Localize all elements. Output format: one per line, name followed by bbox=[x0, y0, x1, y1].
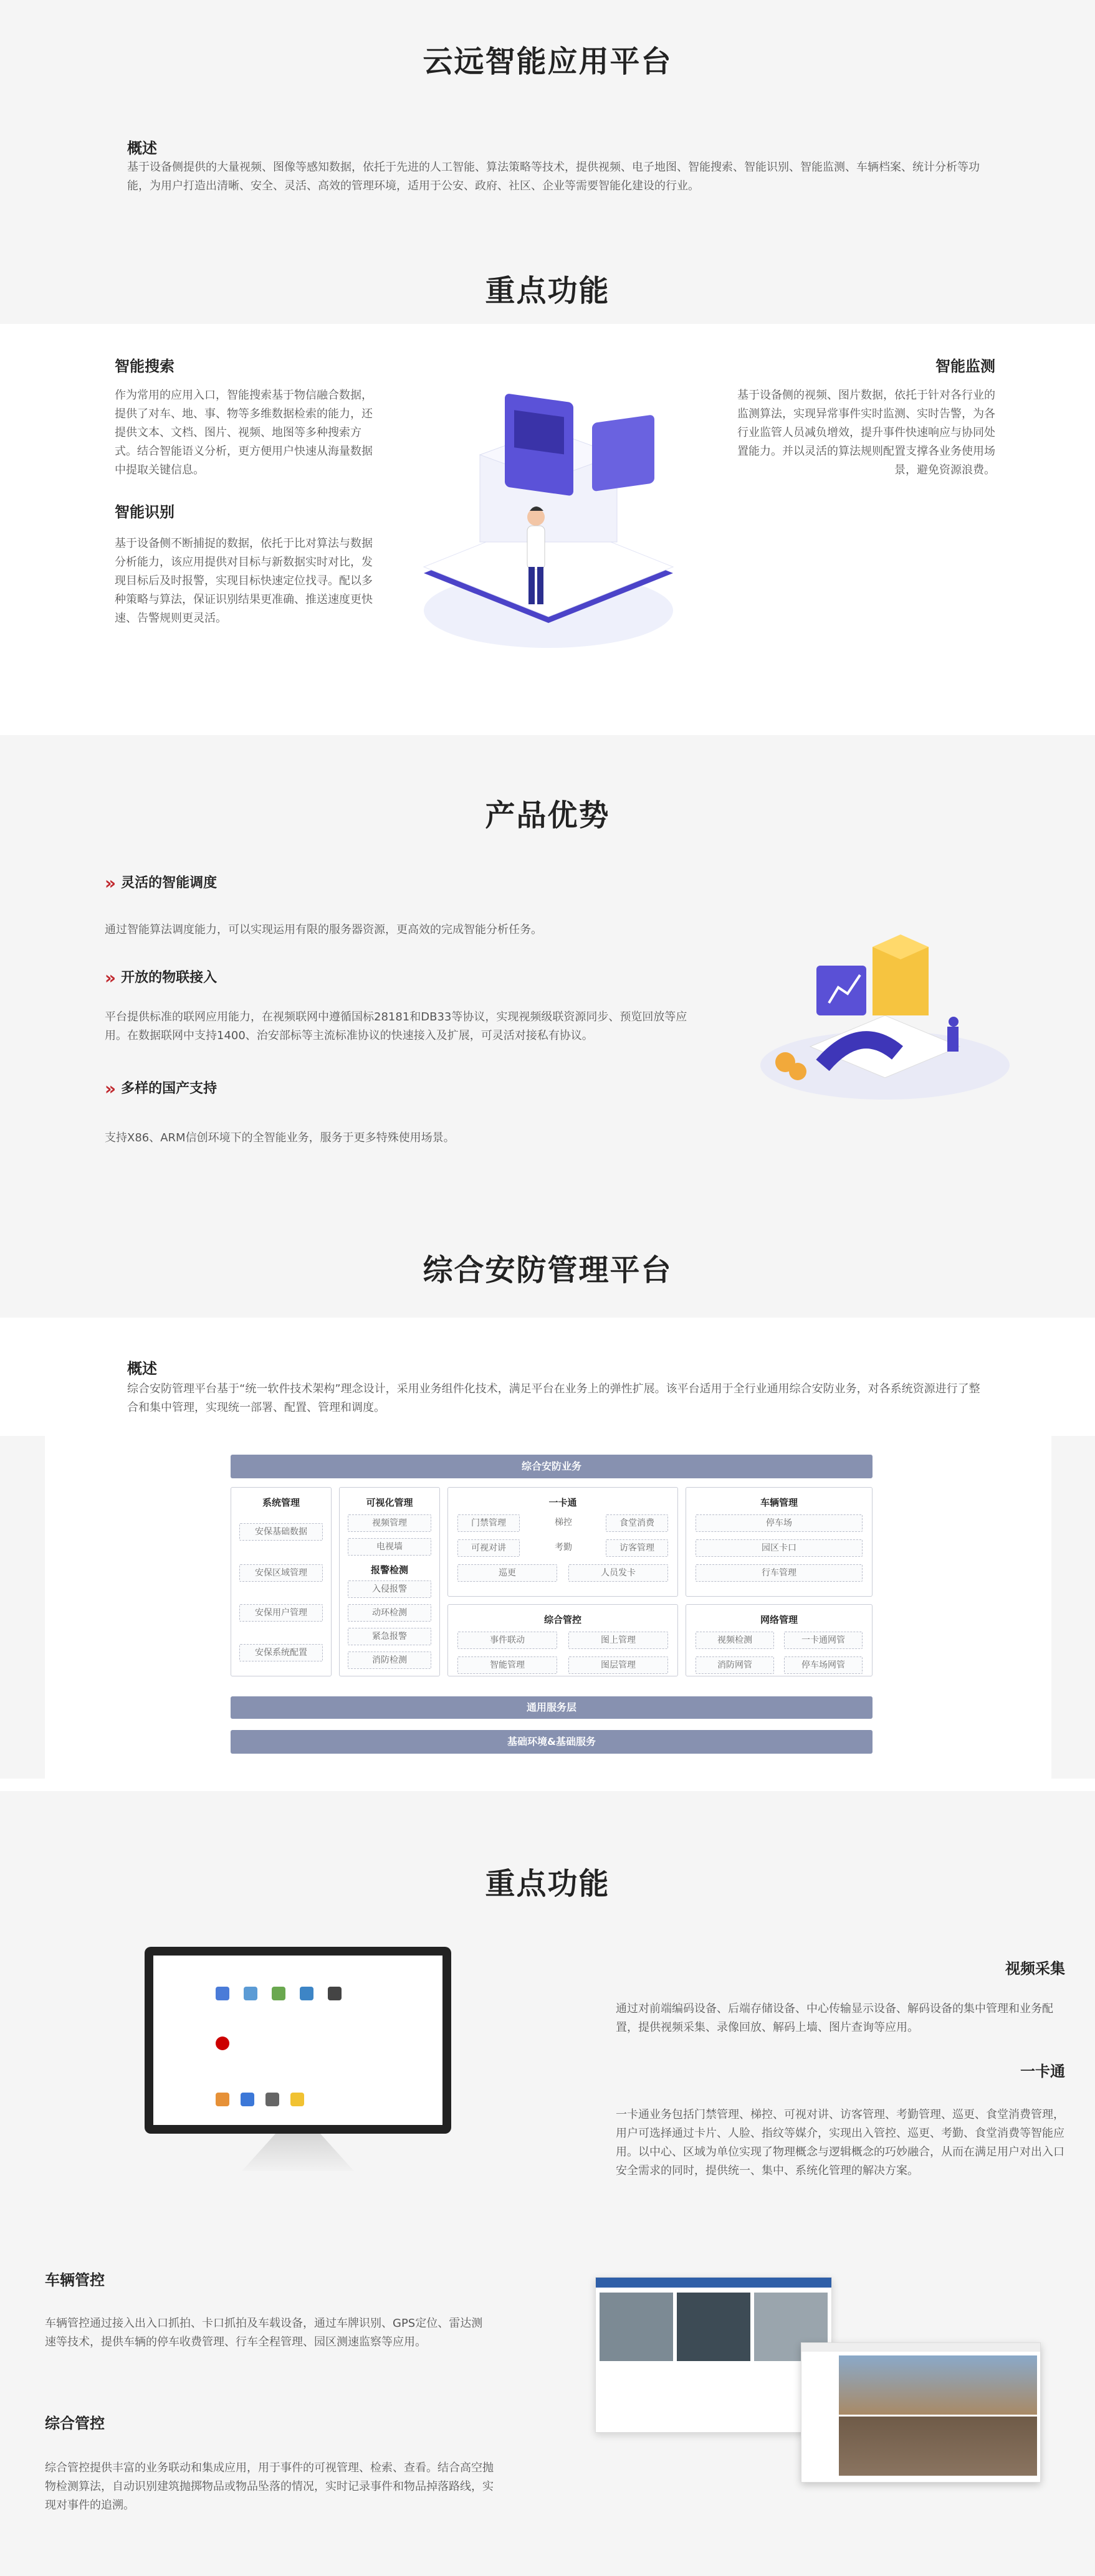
camera-feed bbox=[839, 2417, 1037, 2476]
key-functions-section bbox=[0, 324, 1095, 735]
control-screenshot bbox=[801, 2342, 1041, 2483]
app-icon bbox=[216, 1987, 229, 2000]
vehicle-screenshot bbox=[595, 2277, 832, 2433]
alarm-item: 入侵报警 bbox=[348, 1580, 431, 1598]
advantage-3-label: 多样的国产支持 bbox=[121, 1081, 218, 1096]
vehicle-control-text: 车辆管控通过接入出入口抓拍、卡口抓拍及车载设备，通过车牌识别、GPS定位、雷达测速等技术，提供车辆的停车收费管理、行车全程管理、园区测速监察等应用。 bbox=[45, 2317, 483, 2349]
control-item: 智能管理 bbox=[457, 1656, 557, 1674]
app-icon bbox=[290, 2093, 304, 2106]
integrated-control-text: 综合管控提供丰富的业务联动和集成应用，用于事件的可视管理、检索、查看。结合高空抛物检测算法，自动识别建筑抛掷物品或物品坠落的情况，实时记录事件和物品掉落路线，实现对事件的追溯。 bbox=[45, 2461, 494, 2512]
vehicle-item: 行车管理 bbox=[696, 1564, 863, 1582]
vehicle-title: 车辆管理 bbox=[760, 1497, 798, 1508]
app-icon bbox=[265, 2093, 279, 2106]
advantage-2-heading bbox=[105, 967, 217, 988]
monitor-display bbox=[153, 1956, 442, 2125]
advantage-2-label: 开放的物联接入 bbox=[121, 970, 218, 986]
sys-mgmt-item: 安保区域管理 bbox=[239, 1564, 323, 1582]
advantage-2-text: 平台提供标准的联网应用能力，在视频联网中遵循国标28181和DB33等协议，实现视频级联资源同步、预览回放等应用。在数据联网中支持1400、治安部标等主流标准协议的快速接入及扩展，可灵活对接私有协议。 bbox=[105, 1010, 687, 1042]
smart-monitor-heading: 智能监测 bbox=[935, 358, 995, 375]
camera-feed bbox=[839, 2355, 1037, 2415]
key-functions2-section bbox=[0, 1791, 1095, 2576]
camera-feed bbox=[600, 2293, 673, 2361]
alarm-item: 紧急报警 bbox=[348, 1628, 431, 1645]
double-chevron-icon: » bbox=[105, 873, 117, 893]
security-overview-heading: 概述 bbox=[127, 1360, 157, 1377]
platform-overview-text: 基于设备侧提供的大量视频、图像等感知数据，依托于先进的人工智能、算法策略等技术，提供视频、电子地图、智能搜索、智能识别、智能监测、车辆档案、统计分析等功能，为用户打造出清晰、安全、灵活、高效的管理环境，适用于公安、政府、社区、企业等需要智能化建设的行业。 bbox=[127, 161, 980, 192]
network-item: 消防网管 bbox=[696, 1656, 774, 1674]
diagram-top-bar: 综合安防业务 bbox=[231, 1455, 873, 1478]
sys-mgmt-title: 系统管理 bbox=[262, 1497, 300, 1508]
smart-recognition-heading: 智能识别 bbox=[115, 503, 175, 521]
control-item: 图层管理 bbox=[568, 1656, 668, 1674]
smart-monitor-text: 基于设备侧的视频、图片数据，依托于针对各行业的监测算法，实现异常事件实时监测、实时告警，为各行业监管人员减负增效，提升事件快速响应与协同处置能力。并以灵活的算法规则配置支撑各业务使用场景，避免资源浪费。 bbox=[737, 389, 995, 477]
alarm-item: 动环检测 bbox=[348, 1604, 431, 1622]
platform-title: 云远智能应用平台 bbox=[423, 44, 672, 79]
control-title: 综合管控 bbox=[543, 1614, 581, 1625]
advantage-3-heading bbox=[105, 1078, 217, 1099]
camera-feed bbox=[677, 2293, 750, 2361]
visual-item: 电视墙 bbox=[348, 1538, 431, 1556]
security-overview-text: 综合安防管理平台基于“统一软件技术架构”理念设计，采用业务组件化技术，满足平台在业务上的弹性扩展。该平台适用于全行业通用综合安防业务，对各系统资源进行了整合和集中管理，实现统一部署、配置、管理和调度。 bbox=[127, 1382, 980, 1414]
control-item: 事件联动 bbox=[457, 1632, 557, 1649]
app-icon bbox=[272, 1987, 285, 2000]
screenshot-header bbox=[801, 2343, 1040, 2352]
smart-function-illustration bbox=[411, 368, 686, 660]
diagram-services-bar: 通用服务层 bbox=[231, 1696, 873, 1719]
card-title: 一卡通 bbox=[548, 1497, 577, 1508]
card-item: 可视对讲 bbox=[457, 1539, 520, 1557]
sys-mgmt-item: 安保系统配置 bbox=[239, 1644, 323, 1661]
security-title: 综合安防管理平台 bbox=[423, 1253, 672, 1288]
sys-mgmt-item: 安保基础数据 bbox=[239, 1523, 323, 1541]
advantage-1-text: 通过智能算法调度能力，可以实现运用有限的服务器资源，更高效的完成智能分析任务。 bbox=[105, 923, 542, 936]
card-item: 食堂消费 bbox=[606, 1514, 668, 1532]
monitor-mockup bbox=[145, 1947, 451, 2177]
app-icon bbox=[328, 1987, 342, 2000]
card-item: 门禁管理 bbox=[457, 1514, 520, 1532]
app-icon bbox=[300, 1987, 313, 2000]
card-item: 人员发卡 bbox=[568, 1564, 668, 1582]
screenshot-header bbox=[596, 2278, 831, 2288]
double-chevron-icon: » bbox=[105, 967, 117, 988]
smart-recognition-text: 基于设备侧不断捕捉的数据，依托于比对算法与数据分析能力，该应用提供对目标与新数据实时对比，发现目标后及时报警，实现目标快速定位找寻。配以多种策略与算法，保证识别结果更准确、推送速度更快速、告警规则更灵活。 bbox=[115, 537, 373, 625]
vehicle-item: 园区卡口 bbox=[696, 1539, 863, 1557]
app-icon bbox=[241, 2093, 254, 2106]
visual-title: 可视化管理 bbox=[366, 1497, 413, 1508]
card-heading: 一卡通 bbox=[1020, 2063, 1065, 2080]
platform-section bbox=[0, 0, 1095, 324]
alarm-item: 消防检测 bbox=[348, 1652, 431, 1669]
vehicle-item: 停车场 bbox=[696, 1514, 863, 1532]
smart-search-heading: 智能搜索 bbox=[115, 358, 175, 375]
video-capture-text: 通过对前端编码设备、后端存储设备、中心传输显示设备、解码设备的集中管理和业务配置，提供视频采集、录像回放、解码上墙、图片查询等应用。 bbox=[616, 2002, 1053, 2034]
video-capture-heading: 视频采集 bbox=[1005, 1960, 1065, 1977]
network-item: 停车场网管 bbox=[784, 1656, 863, 1674]
advantage-1-heading bbox=[105, 872, 217, 893]
network-item: 一卡通网管 bbox=[784, 1632, 863, 1649]
app-icon bbox=[216, 2093, 229, 2106]
control-item: 图上管理 bbox=[568, 1632, 668, 1649]
network-item: 视频检测 bbox=[696, 1632, 774, 1649]
visual-item: 视频管理 bbox=[348, 1514, 431, 1532]
key-functions2-title: 重点功能 bbox=[485, 1866, 610, 1901]
card-text: 一卡通业务包括门禁管理、梯控、可视对讲、访客管理、考勤管理、巡更、食堂消费管理，用户可选择通过卡片、人脸、指纹等媒介，实现出入管控、巡更、考勤、食堂消费等智能应用。以中心、区域为单位实现了物理概念与逻辑概念的巧妙融合，从而在满足用户对出入口安全需求的同时，提供统一、集中、系统化管理的解决方案。 bbox=[616, 2108, 1064, 2177]
alarm-title: 报警检测 bbox=[370, 1564, 408, 1576]
card-item: 考勤 bbox=[555, 1542, 572, 1552]
double-chevron-icon: » bbox=[105, 1078, 117, 1099]
monitor-stand bbox=[242, 2134, 354, 2171]
monitor-screen bbox=[145, 1947, 451, 2134]
platform-overview-heading: 概述 bbox=[127, 140, 157, 157]
advantage-1-label: 灵活的智能调度 bbox=[121, 875, 218, 891]
card-item: 访客管理 bbox=[606, 1539, 668, 1557]
diagram-env-bar: 基础环境&基础服务 bbox=[231, 1730, 873, 1754]
card-item: 巡更 bbox=[457, 1564, 557, 1582]
vehicle-control-heading: 车辆管控 bbox=[45, 2271, 105, 2289]
card-item: 梯控 bbox=[555, 1518, 572, 1528]
app-icon bbox=[244, 1987, 257, 2000]
integrated-control-heading: 综合管控 bbox=[45, 2415, 105, 2432]
network-title: 网络管理 bbox=[760, 1614, 798, 1625]
smart-search-text: 作为常用的应用入口，智能搜索基于物信融合数据，提供了对车、地、事、物等多维数据检索的能力，还提供文本、文档、图片、视频、地图等多种搜索方式。结合智能语义分析，更方便用户快速从海量数据中提取关键信息。 bbox=[115, 389, 373, 477]
key-functions-title: 重点功能 bbox=[485, 273, 610, 308]
advantage-3-text: 支持X86、ARM信创环境下的全智能业务，服务于更多特殊使用场景。 bbox=[105, 1131, 455, 1144]
advantages-section bbox=[0, 735, 1095, 1318]
sys-mgmt-item: 安保用户管理 bbox=[239, 1604, 323, 1622]
advantages-title: 产品优势 bbox=[485, 798, 610, 833]
app-icon bbox=[216, 2037, 229, 2050]
advantage-illustration bbox=[748, 922, 1022, 1109]
